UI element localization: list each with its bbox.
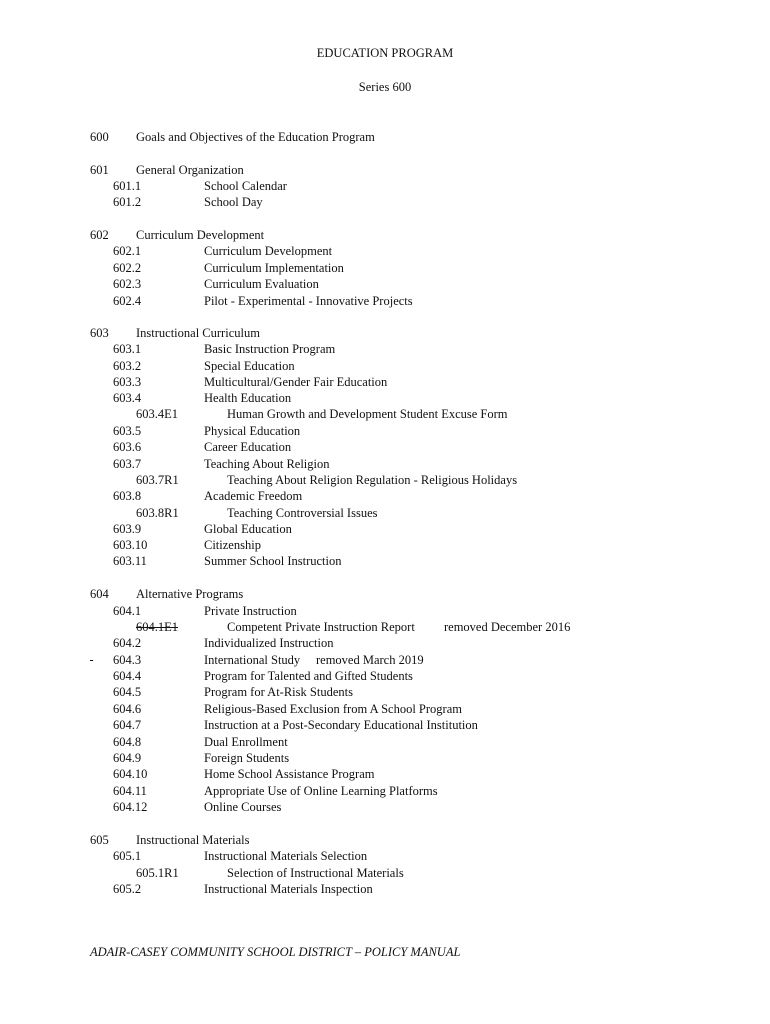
item-code: 604.9	[113, 751, 142, 765]
item-code: 604.4	[113, 669, 142, 683]
item-code: 605.1R1	[136, 866, 179, 880]
item-title: Academic Freedom	[204, 489, 303, 503]
section-code: 603	[90, 326, 109, 340]
item-code: 603.8R1	[136, 506, 179, 520]
item-code: 603.4E1	[136, 407, 179, 421]
item-code: 603.3	[113, 375, 142, 389]
item-title: School Day	[204, 195, 263, 209]
item-title: Special Education	[204, 359, 295, 373]
item-title: Physical Education	[204, 424, 301, 438]
item-code: 601.2	[113, 195, 142, 209]
item-title: Instructional Materials Selection	[204, 849, 368, 863]
item-title: Health Education	[204, 391, 292, 405]
item-title: Competent Private Instruction Report	[227, 620, 415, 634]
item-title: Citizenship	[204, 538, 261, 552]
removed-item	[90, 652, 313, 668]
item-title: School Calendar	[204, 179, 287, 193]
removal-note: removed March 2019	[316, 653, 424, 667]
item-code: 604.5	[113, 685, 142, 699]
item-title: Teaching About Religion Regulation - Religious Holidays	[227, 473, 518, 487]
item-title: Private Instruction	[204, 604, 297, 618]
item-title: Human Growth and Development Student Excuse Form	[227, 407, 508, 421]
item-title: Individualized Instruction	[204, 636, 334, 650]
item-code: 603.2	[113, 359, 142, 373]
item-title: International Study	[204, 653, 301, 667]
item-title: Global Education	[204, 522, 292, 536]
item-title: Teaching About Religion	[204, 457, 330, 471]
item-code: 604.1E1	[136, 620, 179, 634]
section-code: 601	[90, 163, 109, 177]
item-code: 603.8	[113, 489, 142, 503]
section-title: Curriculum Development	[136, 228, 265, 242]
item-title: Basic Instruction Program	[204, 342, 336, 356]
item-title: Teaching Controversial Issues	[227, 506, 378, 520]
section-title: Instructional Curriculum	[136, 326, 260, 340]
section-title: Instructional Materials	[136, 833, 250, 847]
item-code: 602.3	[113, 277, 142, 291]
section-title: General Organization	[136, 163, 244, 177]
item-code: 604.6	[113, 702, 142, 716]
item-code: 602.2	[113, 261, 142, 275]
section-title: Alternative Programs	[136, 587, 244, 601]
item-code: 603.4	[113, 391, 142, 405]
item-code: 604.10	[113, 767, 148, 781]
section-code: 600	[90, 130, 109, 144]
item-title: Curriculum Development	[204, 244, 333, 258]
item-title: Selection of Instructional Materials	[227, 866, 404, 880]
item-title: Pilot - Experimental - Innovative Projects	[204, 294, 413, 308]
item-title: Program for Talented and Gifted Students	[204, 669, 413, 683]
item-code: 603.9	[113, 522, 142, 536]
removal-note: removed December 2016	[444, 620, 571, 634]
section-code: 604	[90, 587, 109, 601]
item-code: 602.1	[113, 244, 142, 258]
item-title: Curriculum Implementation	[204, 261, 344, 275]
section-code: 602	[90, 228, 109, 242]
item-code: 603.7	[113, 457, 142, 471]
item-title: Summer School Instruction	[204, 554, 342, 568]
item-code: 603.10	[113, 538, 148, 552]
item-code: 604.1	[113, 604, 142, 618]
item-code: 603.5	[113, 424, 142, 438]
item-title: Instructional Materials Inspection	[204, 882, 373, 896]
section-code: 605	[90, 833, 109, 847]
item-title: Online Courses	[204, 800, 282, 814]
page-title: EDUCATION PROGRAM	[316, 46, 454, 60]
item-title: Multicultural/Gender Fair Education	[204, 375, 388, 389]
item-title: Instruction at a Post-Secondary Educational Institution	[204, 718, 478, 732]
removed-item	[136, 619, 440, 635]
item-title: Dual Enrollment	[204, 735, 288, 749]
series-label: Series 600	[358, 80, 412, 94]
item-code: 604.12	[113, 800, 148, 814]
item-code: 605.2	[113, 882, 142, 896]
item-code: 604.2	[113, 636, 142, 650]
item-code: 603.6	[113, 440, 142, 454]
item-title: Religious-Based Exclusion from A School Program	[204, 702, 462, 716]
item-title: Career Education	[204, 440, 292, 454]
item-code: 605.1	[113, 849, 142, 863]
item-title: Appropriate Use of Online Learning Platforms	[204, 784, 438, 798]
item-code: 601.1	[113, 179, 142, 193]
item-code: 602.4	[113, 294, 142, 308]
item-title: Foreign Students	[204, 751, 290, 765]
item-code: 603.1	[113, 342, 142, 356]
item-code: 604.8	[113, 735, 142, 749]
item-code: 603.7R1	[136, 473, 179, 487]
page-footer: ADAIR-CASEY COMMUNITY SCHOOL DISTRICT – POLICY MANUAL	[90, 945, 461, 959]
item-title: Home School Assistance Program	[204, 767, 375, 781]
item-title: Program for At-Risk Students	[204, 685, 353, 699]
item-code: 603.11	[113, 554, 147, 568]
item-title: Curriculum Evaluation	[204, 277, 319, 291]
item-code: 604.11	[113, 784, 147, 798]
item-code: 604.3	[113, 653, 142, 667]
item-code: 604.7	[113, 718, 142, 732]
section-title: Goals and Objectives of the Education Program	[136, 130, 375, 144]
